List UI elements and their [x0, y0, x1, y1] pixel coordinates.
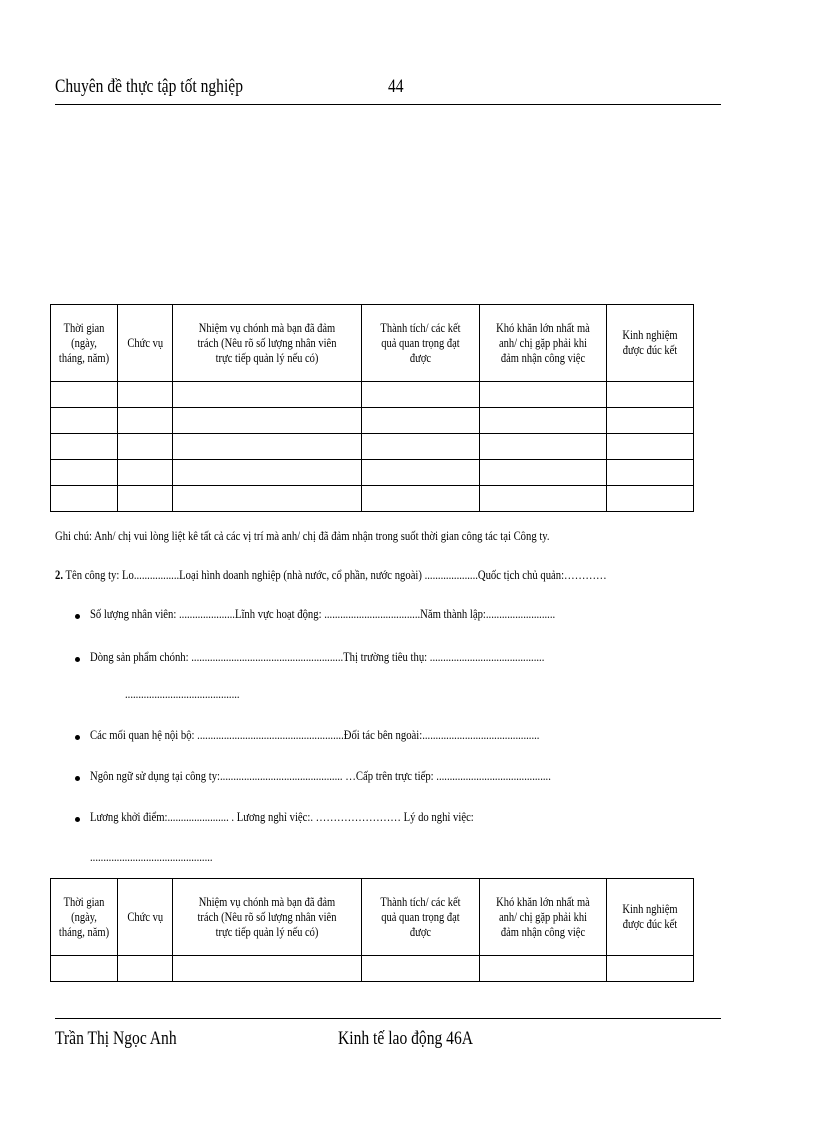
bullet-products: Dòng sản phẩm chónh: .........................................................Thị trường tiêu thụ: ...........................................: [90, 649, 545, 664]
bullet-dot: [75, 817, 80, 822]
author-class: Kinh tế lao động 46A: [338, 1028, 474, 1049]
header-cell-time: Thời gian (ngày, tháng, năm): [51, 305, 118, 382]
bullet-dot: [75, 735, 80, 740]
header-cell-difficulties: Khó khăn lớn nhất mà anh/ chị gặp phải khi đảm nhận công việc: [480, 879, 607, 956]
bullet-language: Ngôn ngữ sử dụng tại công ty:.............................................. …Cấp trên trực tiếp: ...........................................: [90, 768, 551, 783]
company-line-text: Tên công ty: Lo.................Loại hình doanh nghiệp (nhà nước, cổ phần, nước ngoài) ....................Quốc tịch chủ quản:…………: [65, 567, 607, 582]
header-cell-position: Chức vụ: [118, 305, 173, 382]
work-history-table: [50, 304, 694, 512]
page-number: 44: [388, 76, 404, 97]
table-row: [51, 956, 694, 982]
header-cell-experience: Kinh nghiệm được đúc kết: [607, 305, 694, 382]
header-cell-duties: Nhiệm vụ chónh mà bạn đã đảm trách (Nêu rõ số lượng nhân viên trực tiếp quản lý nếu có): [173, 305, 362, 382]
header-cell-achievements: Thành tích/ các kết quả quan trọng đạt được: [362, 879, 480, 956]
table-row: [51, 434, 694, 460]
header-cell-achievements: Thành tích/ các kết quả quan trọng đạt được: [362, 305, 480, 382]
table-row: [51, 486, 694, 512]
continuation-dots: ...........................................: [125, 686, 240, 701]
bullet-relations: Các mối quan hệ nội bộ: .......................................................Đối tác bên ngoài:............................................: [90, 727, 540, 742]
note-text: Ghi chú: Anh/ chị vui lòng liệt kê tất cả các vị trí mà anh/ chị đã đảm nhận trong suốt thời gian công tác tại Công ty.: [55, 528, 550, 543]
table-row: [51, 408, 694, 434]
header-cell-experience: Kinh nghiệm được đúc kết: [607, 879, 694, 956]
work-history-table-2: [50, 878, 694, 982]
table-header-row: [51, 879, 694, 956]
bullet-salary: Lương khởi điểm:....................... . Lương nghỉ việc:. …………………… Lý do nghỉ việc:: [90, 809, 474, 824]
author-name: Trần Thị Ngọc Anh: [55, 1028, 177, 1049]
header-title: Chuyên đề thực tập tốt nghiệp: [55, 76, 244, 97]
table-row: [51, 382, 694, 408]
header-cell-time: Thời gian (ngày, tháng, năm): [51, 879, 118, 956]
header-cell-position: Chức vụ: [118, 879, 173, 956]
bullet-dot: [75, 776, 80, 781]
continuation-dots: ..............................................: [90, 849, 213, 864]
page-header: [55, 76, 721, 105]
section-number: 2.: [55, 567, 63, 582]
bullet-dot: [75, 614, 80, 619]
page-footer: [55, 1018, 721, 1049]
company-line: [55, 567, 607, 583]
table-header-row: [51, 305, 694, 382]
header-cell-duties: Nhiệm vụ chónh mà bạn đã đảm trách (Nêu rõ số lượng nhân viên trực tiếp quản lý nếu có): [173, 879, 362, 956]
table-row: [51, 460, 694, 486]
bullet-dot: [75, 657, 80, 662]
bullet-staff-count: Số lượng nhân viên: .....................Lĩnh vực hoạt động: ....................................Năm thành lập:..........................: [90, 606, 556, 621]
header-cell-difficulties: Khó khăn lớn nhất mà anh/ chị gặp phải khi đảm nhận công việc: [480, 305, 607, 382]
